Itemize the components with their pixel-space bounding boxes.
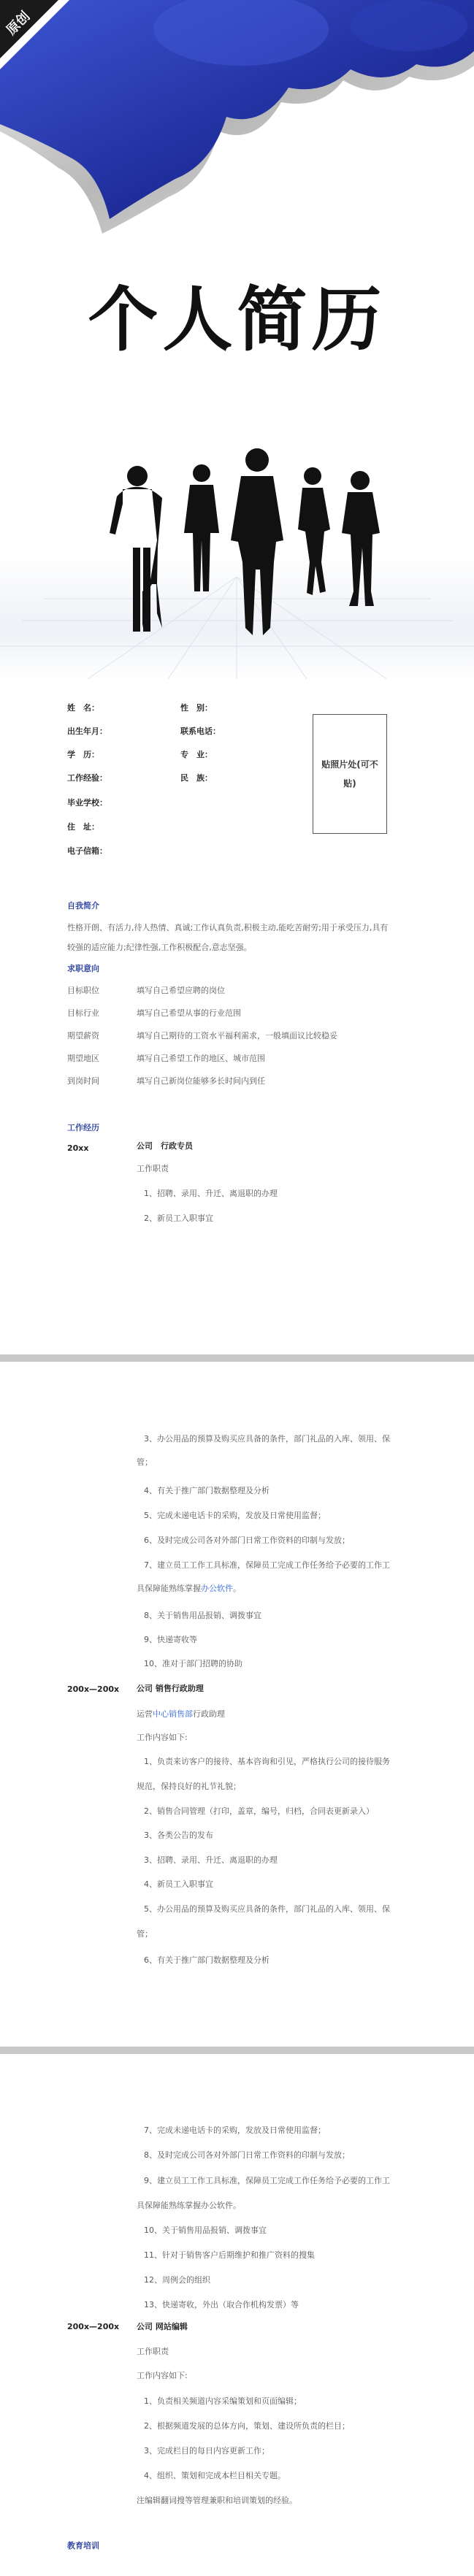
page-separator	[0, 1354, 474, 1362]
job1-duty-line: 2、新员工入职事宜	[144, 1214, 213, 1223]
job1-duty-line: 1、招聘、录用、升迁、离退职的办理	[144, 1189, 278, 1198]
photo-label: 贴照片处(可不贴)	[321, 759, 378, 789]
duty-line: 10、关于销售用品报销、调拨事宜	[144, 2226, 267, 2235]
duty-line: 9、建立员工工作工具标准，保障员工完成工作任务给予必要的工作工	[144, 2176, 390, 2185]
header-banner	[0, 0, 474, 241]
duty-line: 2、根据频道发展的总体方向，策划、建设所负责的栏目；	[144, 2421, 350, 2431]
intent-value: 填写自己新岗位能够多长时间内到任	[137, 1076, 265, 1086]
job2-intro-post: 行政助理	[193, 1709, 225, 1719]
duty-line: 管；	[137, 1457, 153, 1467]
job2-title: 公司 销售行政助理	[137, 1684, 204, 1693]
duty-line: 7、完成未递电话卡的采购，发放及日常使用监督；	[144, 2125, 326, 2135]
duty-line: 1、负责相关频道内容采编策划和页面编辑；	[144, 2396, 302, 2406]
intent-label: 目标行业	[67, 1008, 99, 1018]
info-name: 姓 名：	[67, 703, 99, 713]
duty-line: 4、新员工入职事宜	[144, 1879, 213, 1889]
duty-line: 3、办公用品的预算及购买应具备的条件，部门礼品的入库、领用、保	[144, 1434, 390, 1444]
intro-line: 较强的适应能力;纪律性强,工作积极配合,意志坚强。	[67, 943, 252, 952]
job2-intro-pre: 运营	[137, 1709, 153, 1719]
info-education: 学 历：	[67, 750, 99, 759]
duty-line: 具保障能熟练掌握办公软件。	[137, 1584, 241, 1593]
info-school: 毕业学校：	[67, 798, 107, 808]
banner-graphic	[0, 0, 474, 241]
intent-label: 期望薪资	[67, 1031, 99, 1040]
photo-placeholder	[313, 714, 387, 834]
intent-label: 到岗时间	[67, 1076, 99, 1086]
duty-line: 5、办公用品的预算及购买应具备的条件，部门礼品的入库、领用、保	[144, 1904, 390, 1914]
duty-line: 注编辑翻词搜等管理兼职和培训策划的经验。	[137, 2496, 297, 2505]
section-job-intent: 求职意向	[67, 964, 99, 973]
office-software-link[interactable]: 办公软件	[201, 1584, 233, 1593]
duty-line: 7、建立员工工作工具标准，保障员工完成工作任务给予必要的工作工	[144, 1560, 390, 1570]
job2-intro	[137, 1708, 225, 1720]
info-gender: 性 别：	[180, 703, 213, 713]
job3-date: 200x—200x	[67, 2322, 120, 2331]
sales-dept-link[interactable]: 中心销售部	[153, 1709, 193, 1719]
page-title: 个人简历	[88, 279, 386, 361]
duty-line: 6、及时完成公司各对外部门日常工作资料的印制与发放；	[144, 1536, 350, 1545]
page-separator	[0, 2047, 474, 2054]
duty-line: 3、完成栏目的每日内容更新工作；	[144, 2446, 270, 2456]
duty-line: 规范，保持良好的礼节礼貌；	[137, 1782, 241, 1791]
duty-line: 4、组织、策划和完成本栏目相关专题。	[144, 2471, 286, 2480]
info-address: 住 址：	[67, 822, 99, 832]
duty-line: 8、关于销售用品报销、调拨事宜	[144, 1611, 261, 1620]
job1-date: 20xx	[67, 1143, 89, 1153]
duty-line: 2、销售合同管理（打印，盖章，编号，归档，合同表更新录入）	[144, 1806, 374, 1816]
info-phone: 联系电话：	[180, 727, 221, 736]
intent-value: 填写自己希望从事的行业范围	[137, 1008, 241, 1018]
duty-line: 10、准对于部门招聘的协助	[144, 1659, 242, 1668]
duty-line: 工作内容如下:	[137, 1733, 188, 1742]
intent-value: 填写自己希望应聘的岗位	[137, 986, 225, 995]
duty-line: 12、周例会的组织	[144, 2275, 210, 2285]
intent-label: 目标职位	[67, 986, 99, 995]
duty-line: 具保障能熟练掌握办公软件。	[137, 2201, 241, 2210]
duty-line: 11、针对于销售客户后期维护和推广资料的搜集	[144, 2250, 315, 2260]
duty-line: 3、招聘、录用、升迁、离退职的办理	[144, 1855, 278, 1865]
intent-value: 填写自己期待的工资水平福利需求，一般填面议比较稳妥	[137, 1031, 337, 1040]
info-experience: 工作经验：	[67, 773, 107, 783]
job1-title: 公司 行政专员	[137, 1141, 193, 1151]
section-work-exp: 工作经历	[67, 1123, 99, 1132]
duty-line: 5、完成未递电话卡的采购，发放及日常使用监督；	[144, 1511, 326, 1520]
duty-line: 6、有关于推广部门数据整理及分析	[144, 1955, 270, 1965]
duty-line: 13、快递寄收，外出（取合作机构发票）等	[144, 2300, 299, 2309]
info-email: 电子信箱：	[67, 846, 107, 856]
job1-duty-line: 工作职责	[137, 1164, 169, 1173]
duty-line: 1、负责来访客户的接待、基本咨询和引见，严格执行公司的接待服务	[144, 1757, 390, 1766]
job3-title: 公司 网站编辑	[137, 2322, 188, 2331]
section-intro: 自我简介	[67, 901, 99, 911]
duty-line: 工作内容如下:	[137, 2371, 188, 2380]
intent-label: 期望地区	[67, 1054, 99, 1063]
duty-line: 9、快递寄收等	[144, 1635, 197, 1644]
badge-original: 原创	[3, 8, 34, 39]
duty-line: 8、及时完成公司各对外部门日常工作资料的印制与发放；	[144, 2150, 350, 2160]
silhouette-image	[0, 409, 474, 679]
duty-line: 管；	[137, 1929, 153, 1939]
info-birth: 出生年月：	[67, 727, 107, 736]
duty-line: 3、各类公告的发布	[144, 1831, 213, 1840]
info-nation: 民 族：	[180, 773, 213, 783]
intro-line: 性格开朗、有活力,待人热情、真诚;工作认真负责,积极主动,能吃苦耐劳;用于承受压力,具有	[67, 923, 389, 932]
duty-line: 工作职责	[137, 2347, 169, 2356]
section-education: 教育培训	[67, 2541, 99, 2550]
duty-line: 4、有关于推广部门数据整理及分析	[144, 1486, 270, 1495]
info-major: 专 业：	[180, 750, 213, 759]
job2-date: 200x—200x	[67, 1684, 120, 1694]
intent-value: 填写自己希望工作的地区、城市范围	[137, 1054, 265, 1063]
